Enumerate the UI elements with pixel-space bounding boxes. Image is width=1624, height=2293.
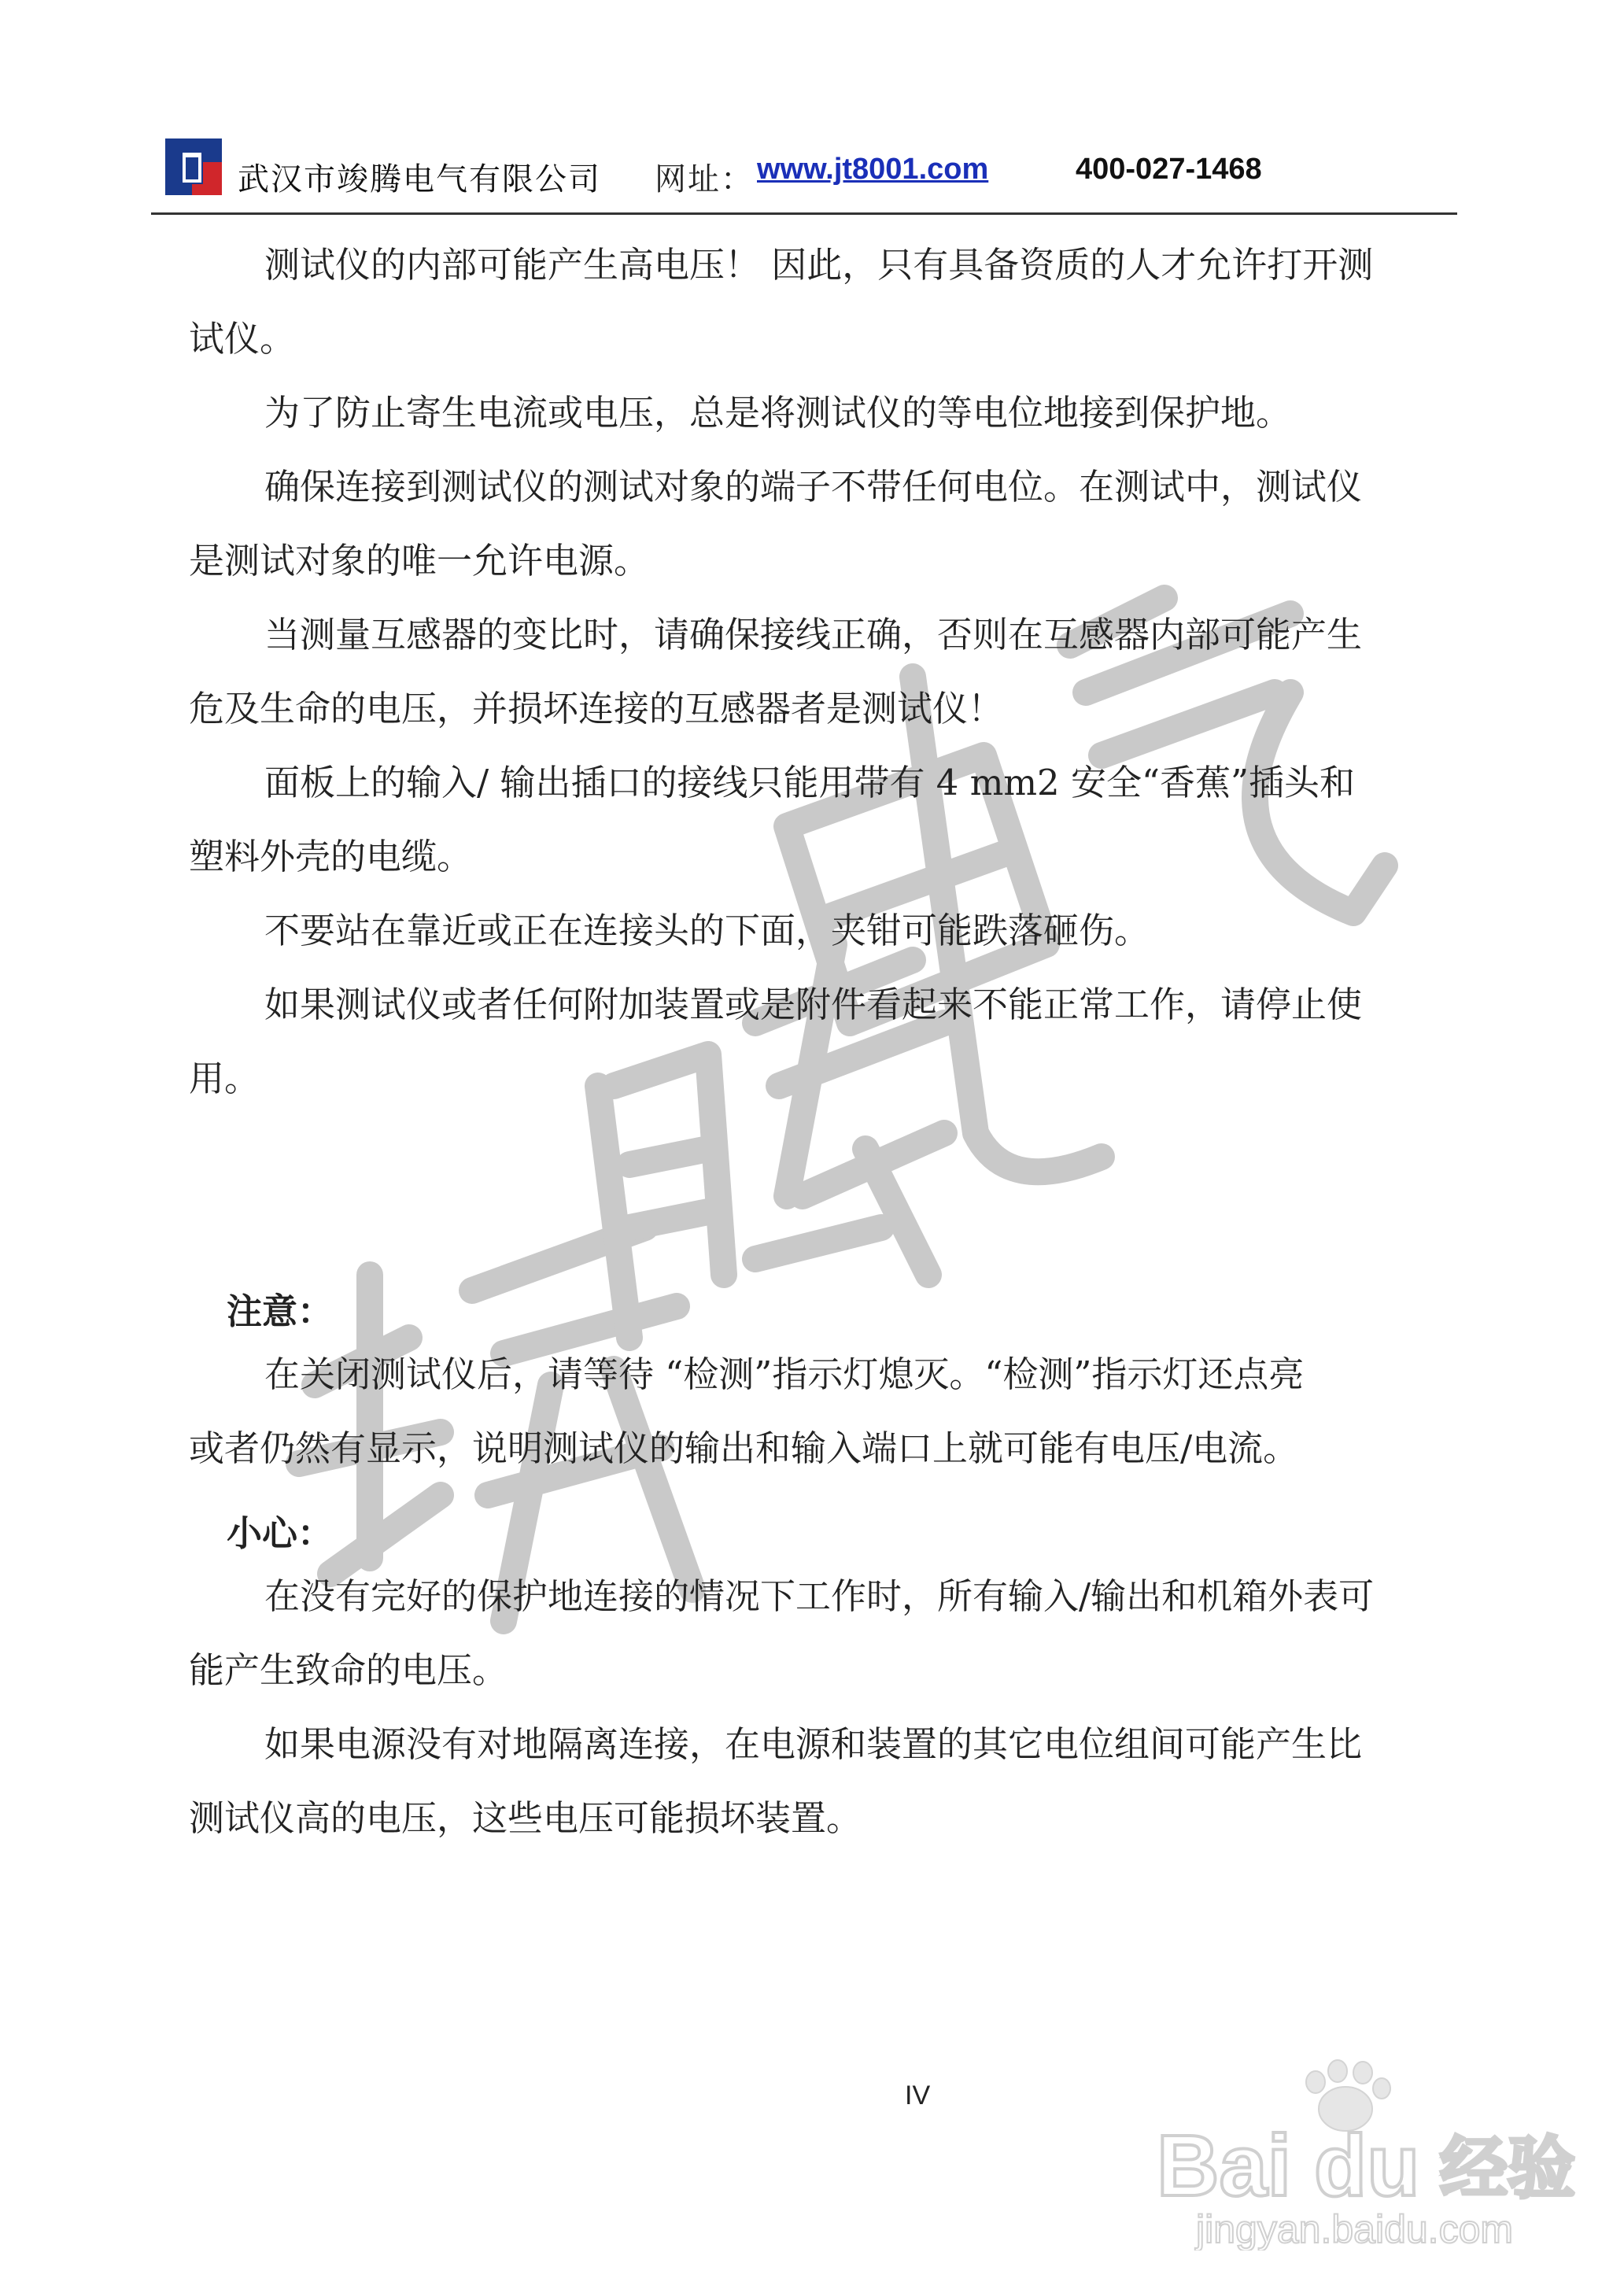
text-line: 如果测试仪或者任何附加装置或是附件看起来不能正常工作，请停止使: [264, 984, 1363, 1025]
text-line: 危及生命的电压，并损坏连接的互感器者是测试仪！: [189, 688, 1004, 729]
note-paragraph: [189, 1338, 1463, 1486]
paragraph-1: [189, 228, 1463, 376]
page-number: IV: [905, 2081, 931, 2110]
text-line: 不要站在靠近或正在连接头的下面，夹钳可能跌落砸伤。: [264, 910, 1150, 951]
svg-text:Bai: Bai: [1157, 2118, 1292, 2214]
website-link[interactable]: www.jt8001.com: [757, 153, 989, 186]
website-label: 网址：: [655, 161, 754, 198]
text-line: 确保连接到测试仪的测试对象的端子不带任何电位。在测试中，测试仪: [264, 466, 1363, 508]
jt-logo-icon: [165, 138, 222, 195]
text-line: 试仪。: [189, 318, 296, 360]
paragraph-7: [189, 968, 1463, 1116]
text-line: 在关闭测试仪后，请等待 “检测”指示灯熄灭。“检测”指示灯还点亮: [264, 1353, 1305, 1395]
caution-paragraph-2: [189, 1708, 1463, 1855]
text-line: 当测量互感器的变比时，请确保接线正确，否则在互感器内部可能产生: [264, 614, 1363, 655]
page-header: [151, 124, 1457, 203]
note-heading: 注意：: [227, 1291, 334, 1332]
text-line: 测试仪高的电压，这些电压可能损坏装置。: [189, 1797, 862, 1839]
paragraph-5: [189, 746, 1463, 894]
text-line: 塑料外壳的电缆。: [189, 836, 473, 877]
text-line: 测试仪的内部可能产生高电压！ 因此，只有具备资质的人才允许打开测: [264, 244, 1374, 286]
text-line: 或者仍然有显示，说明测试仪的输出和输入端口上就可能有电压/电流。: [189, 1427, 1299, 1469]
paragraph-2: [189, 376, 1463, 450]
svg-text:jingyan.baidu.com: jingyan.baidu.com: [1196, 2207, 1514, 2251]
text-line: 用。: [189, 1058, 260, 1099]
baidu-jingyan-logo: [1149, 2046, 1589, 2251]
text-line: 在没有完好的保护地连接的情况下工作时，所有输入/输出和机箱外表可: [264, 1575, 1375, 1617]
header-divider: [151, 212, 1457, 215]
company-name: 武汉市竣腾电气有限公司: [238, 161, 601, 198]
phone-number: 400-027-1468: [1076, 153, 1262, 186]
caution-paragraph-1: [189, 1560, 1463, 1708]
text-line: 如果电源没有对地隔离连接，在电源和装置的其它电位组间可能产生比: [264, 1723, 1363, 1765]
text-line: 是测试对象的唯一允许电源。: [189, 540, 650, 582]
text-line: 能产生致命的电压。: [189, 1649, 508, 1691]
text-line: 为了防止寄生电流或电压，总是将测试仪的等电位地接到保护地。: [264, 392, 1292, 434]
paragraph-3: [189, 450, 1463, 598]
text-line: 面板上的输入/ 输出插口的接线只能用带有 4 mm2 安全“香蕉”插头和: [264, 762, 1355, 803]
paragraph-6: [189, 894, 1463, 968]
paragraph-4: [189, 598, 1463, 746]
svg-text:经验: 经验: [1440, 2129, 1575, 2208]
svg-text:du: du: [1314, 2118, 1420, 2214]
caution-heading: 小心：: [227, 1512, 334, 1554]
